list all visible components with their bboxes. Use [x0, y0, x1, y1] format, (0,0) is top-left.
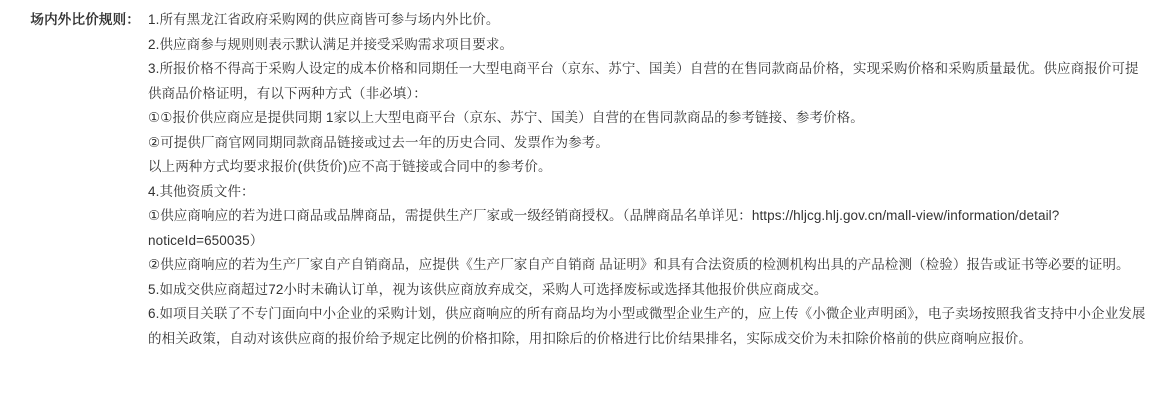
rule-paragraph: 1.所有黑龙江省政府采购网的供应商皆可参与场内外比价。 — [148, 12, 500, 27]
rule-paragraph: 4.其他资质文件： — [148, 183, 255, 199]
rule-paragraph-with-link: ①供应商响应的若为进口商品或品牌商品，需提供生产厂家或一级经销商授权。（品牌商品名单详见：https://hljcg.hlj.gov.cn/mall-view/information/detail?noticeId=650035） — [148, 208, 1060, 248]
rule-paragraph: 5.如成交供应商超过72小时未确认订单，视为该供应商放弃成交，采购人可选择废标或选择其他报价供应商成交。 — [148, 281, 828, 297]
rules-content — [148, 8, 1152, 351]
rule-paragraph: 3.所报价格不得高于采购人设定的成本价格和同期任一大型电商平台（京东、苏宁、国美）自营的在售同款商品价格，实现采购价格和采购质量最优。供应商报价可提供商品价格证明，有以下两种方式（非必填）： — [148, 61, 1139, 101]
rule-paragraph: 以上两种方式均要求报价(供货价)应不高于链接或合同中的参考价。 — [148, 159, 552, 174]
rules-label: 场内外比价规则： — [30, 12, 140, 27]
rule-paragraph: ②可提供厂商官网同期同款商品链接或过去一年的历史合同、发票作为参考。 — [148, 134, 610, 150]
rule-paragraph: 2.供应商参与规则则表示默认满足并接受采购需求项目要求。 — [148, 36, 514, 52]
rule-paragraph: 6.如项目关联了不专门面向中小企业的采购计划，供应商响应的所有商品均为小型或微型企业生产的，应上传《小微企业声明函》，电子卖场按照我省支持中小企业发展的相关政策，自动对该供应商的报价给予规定比例的价格扣除，用扣除后的价格进行比价结果排名，实际成交价为未扣除价格前的供应商响应报价。 — [148, 306, 1146, 346]
rule-paragraph: ①①报价供应商应是提供同期 1家以上大型电商平台（京东、苏宁、国美）自营的在售同款商品的参考链接、参考价格。 — [148, 110, 864, 125]
rule-paragraph: ②供应商响应的若为生产厂家自产自销商品，应提供《生产厂家自产自销商 品证明》和具有合法资质的检测机构出具的产品检测（检验）报告或证书等必要的证明。 — [148, 257, 1130, 272]
